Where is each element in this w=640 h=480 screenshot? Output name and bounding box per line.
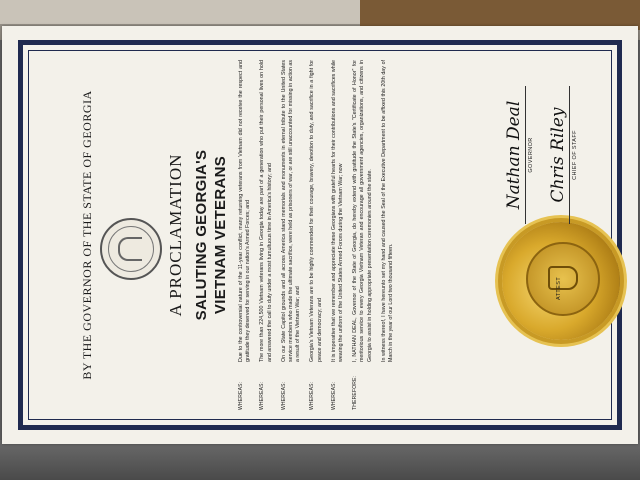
clause-text: I, NATHAN DEAL, Governor of the State of Georgia, do hereby extend with gratitude the State's "Certificate of Honor" for meritorious service to every Georgia Vietnam Veteran and encourage all government agencies, organizations, and citizens in Georgia to assist in holding appropriate presentation ceremonies around the state. bbox=[352, 60, 373, 362]
chief-of-staff-title: CHIEF OF STAFF bbox=[572, 130, 578, 180]
attest-label: ATTEST bbox=[556, 276, 562, 300]
clause-label bbox=[381, 362, 395, 410]
signature-line bbox=[569, 86, 570, 224]
background-floor bbox=[0, 440, 640, 480]
governor-signature: Nathan Deal bbox=[504, 100, 524, 210]
clause bbox=[281, 60, 303, 410]
clause bbox=[259, 60, 273, 410]
clause-label: WHEREAS: bbox=[259, 381, 266, 410]
proclamation-sheet bbox=[2, 26, 638, 444]
clause-text: On our State Capitol grounds and all across America stand memorials and monuments in eternal tribute to the United States service members who made the ultimate sacrifice, were held as prisoners of war, or are still unaccounted for missing in action as a result of the Vietnam War; and bbox=[280, 60, 302, 362]
governor-header: BY THE GOVERNOR OF THE STATE OF GEORGIA bbox=[80, 90, 94, 380]
governor-signature-block bbox=[504, 80, 534, 230]
clause-text: The more than 224,500 Vietnam veterans living in Georgia today are part of a generation who put their personal lives on hold and answered the call to duty under a most tumultuous time in America's history; and bbox=[259, 60, 273, 362]
clause-text: Due to the controversial nature of the 11-year conflict, many returning veterans from Vietnam did not receive the respect and gratitude they deserved for serving in our nation's Armed Forces; and bbox=[238, 60, 252, 362]
governor-title: GOVERNOR bbox=[528, 137, 534, 173]
clause-label: THEREFORE: bbox=[352, 375, 359, 410]
chief-of-staff-signature: Chris Riley bbox=[548, 107, 568, 203]
clause-label: WHEREAS: bbox=[238, 381, 244, 410]
clause-text: Georgia's Vietnam Veterans are to be highly commended for their courage, bravery, devotion to duty, and sacrifice in a fight for peace and democracy; and bbox=[309, 60, 323, 362]
clause bbox=[331, 60, 345, 410]
clause bbox=[381, 60, 395, 410]
clause-text: It is imperative that we remember and appreciate these Georgians with grateful hearts for their contributions and sacrifices while wearing the uniform of the United States Armed Forces during the Vietnam War; now bbox=[330, 60, 345, 362]
clause bbox=[352, 60, 374, 410]
signature-line bbox=[525, 86, 526, 224]
proclamation-photo bbox=[2, 26, 638, 444]
chief-signature-block bbox=[548, 80, 578, 230]
clauses-list bbox=[238, 60, 402, 410]
signature-block bbox=[504, 80, 624, 300]
clause bbox=[309, 60, 323, 410]
witness-text: In witness thereof, I have hereunto set my hand and caused the Seal of the Executive Department to be affixed this 20th day of March in the year of our Lord two thousand fifteen. bbox=[380, 60, 395, 362]
background-shelf bbox=[0, 0, 380, 24]
clause-label: WHEREAS: bbox=[280, 381, 287, 410]
clause-label: WHEREAS: bbox=[330, 381, 337, 410]
georgia-state-seal-icon bbox=[100, 218, 162, 280]
clause bbox=[238, 60, 252, 410]
clause-label: WHEREAS: bbox=[309, 381, 316, 410]
proclamation-content bbox=[42, 60, 604, 410]
document-title bbox=[192, 60, 230, 410]
proclamation-label: A PROCLAMATION bbox=[166, 153, 185, 317]
document-title-line-1: SALUTING GEORGIA'S bbox=[193, 149, 210, 321]
document-title-line-2: VIETNAM VETERANS bbox=[212, 155, 229, 315]
